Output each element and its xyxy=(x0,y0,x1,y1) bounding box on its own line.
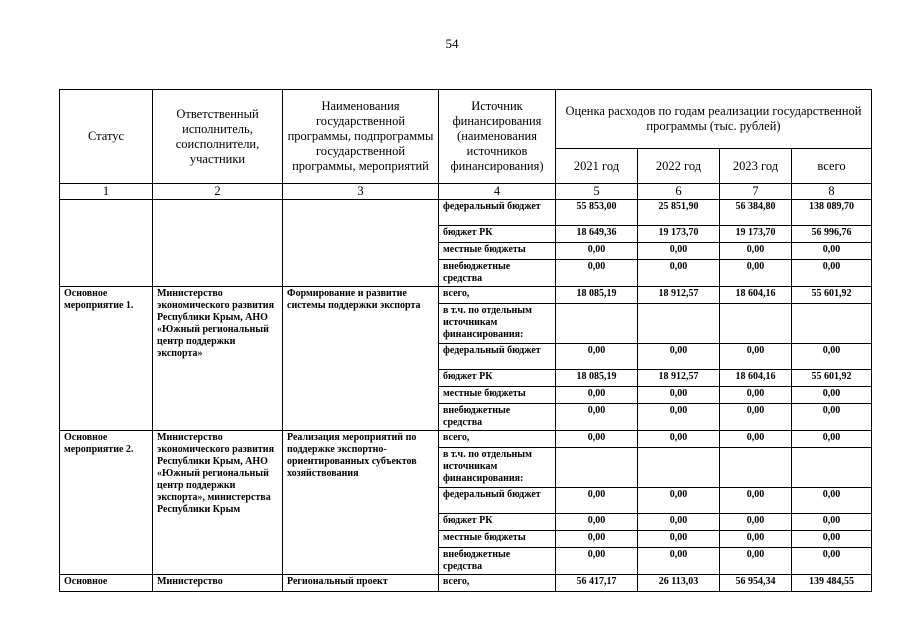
column-number: 5 xyxy=(556,184,638,200)
value-cell: 0,00 xyxy=(638,488,720,514)
value-cell: 0,00 xyxy=(556,514,638,531)
source-cell: в т.ч. по отдельным источникам финансирования: xyxy=(439,448,556,488)
value-cell: 0,00 xyxy=(638,548,720,575)
value-cell: 18 912,57 xyxy=(638,287,720,304)
column-number: 8 xyxy=(792,184,872,200)
source-cell: бюджет РК xyxy=(439,514,556,531)
program-cell: Региональный проект xyxy=(283,575,439,592)
column-number: 2 xyxy=(153,184,283,200)
value-cell: 55 601,92 xyxy=(792,287,872,304)
value-cell: 0,00 xyxy=(638,243,720,260)
program-cell: Формирование и развитие системы поддержки экспорта xyxy=(283,287,439,431)
value-cell: 18 085,19 xyxy=(556,287,638,304)
executor-cell: Министерство xyxy=(153,575,283,592)
program-cell xyxy=(283,200,439,287)
value-cell: 26 113,03 xyxy=(638,575,720,592)
value-cell: 0,00 xyxy=(720,548,792,575)
value-cell: 56 384,80 xyxy=(720,200,792,226)
program-cell: Реализация мероприятий по поддержке экспортно-ориентированных субъектов хозяйствования xyxy=(283,431,439,575)
value-cell: 0,00 xyxy=(720,344,792,370)
header-source: Источник финансирования (наименования источников финансирования) xyxy=(439,90,556,184)
value-cell: 138 089,70 xyxy=(792,200,872,226)
executor-cell: Министерство экономического развития Республики Крым, АНО «Южный региональный центр поддержки экспорта» xyxy=(153,287,283,431)
value-cell: 0,00 xyxy=(792,344,872,370)
value-cell xyxy=(720,304,792,344)
source-cell: местные бюджеты xyxy=(439,243,556,260)
value-cell: 18 604,16 xyxy=(720,370,792,387)
value-cell: 139 484,55 xyxy=(792,575,872,592)
value-cell: 0,00 xyxy=(792,488,872,514)
header-program-name: Наименования государственной программы, подпрограммы государственной программы, мероприятий xyxy=(283,90,439,184)
value-cell xyxy=(638,448,720,488)
value-cell: 0,00 xyxy=(556,404,638,431)
value-cell: 0,00 xyxy=(638,387,720,404)
value-cell: 0,00 xyxy=(720,431,792,448)
value-cell: 55 853,00 xyxy=(556,200,638,226)
executor-cell xyxy=(153,200,283,287)
source-cell: местные бюджеты xyxy=(439,531,556,548)
value-cell xyxy=(638,304,720,344)
value-cell: 0,00 xyxy=(556,387,638,404)
header-total: всего xyxy=(792,149,872,184)
column-number: 7 xyxy=(720,184,792,200)
value-cell: 56 954,34 xyxy=(720,575,792,592)
value-cell: 0,00 xyxy=(792,514,872,531)
source-cell: внебюджетные средства xyxy=(439,260,556,287)
value-cell xyxy=(556,448,638,488)
value-cell: 0,00 xyxy=(792,531,872,548)
value-cell: 0,00 xyxy=(556,548,638,575)
value-cell xyxy=(720,448,792,488)
source-cell: внебюджетные средства xyxy=(439,404,556,431)
value-cell xyxy=(556,304,638,344)
value-cell: 0,00 xyxy=(720,404,792,431)
value-cell: 18 085,19 xyxy=(556,370,638,387)
value-cell: 0,00 xyxy=(792,260,872,287)
value-cell: 0,00 xyxy=(638,531,720,548)
value-cell: 0,00 xyxy=(638,344,720,370)
value-cell: 0,00 xyxy=(556,531,638,548)
value-cell: 18 604,16 xyxy=(720,287,792,304)
value-cell: 19 173,70 xyxy=(720,226,792,243)
value-cell: 56 417,17 xyxy=(556,575,638,592)
column-number: 3 xyxy=(283,184,439,200)
value-cell: 0,00 xyxy=(720,243,792,260)
value-cell: 0,00 xyxy=(556,431,638,448)
value-cell: 0,00 xyxy=(792,548,872,575)
value-cell: 0,00 xyxy=(556,344,638,370)
header-year-2022: 2022 год xyxy=(638,149,720,184)
value-cell: 0,00 xyxy=(638,260,720,287)
value-cell: 56 996,76 xyxy=(792,226,872,243)
header-year-2021: 2021 год xyxy=(556,149,638,184)
value-cell: 19 173,70 xyxy=(638,226,720,243)
status-cell: Основное мероприятие 1. xyxy=(60,287,153,431)
table-row xyxy=(60,575,872,592)
budget-table xyxy=(59,89,872,592)
value-cell: 0,00 xyxy=(720,531,792,548)
source-cell: всего, xyxy=(439,287,556,304)
value-cell: 0,00 xyxy=(556,488,638,514)
source-cell: федеральный бюджет xyxy=(439,488,556,514)
value-cell: 18 649,36 xyxy=(556,226,638,243)
value-cell: 0,00 xyxy=(556,243,638,260)
source-cell: местные бюджеты xyxy=(439,387,556,404)
value-cell: 0,00 xyxy=(638,514,720,531)
header-status: Статус xyxy=(60,90,153,184)
value-cell: 0,00 xyxy=(792,431,872,448)
value-cell: 55 601,92 xyxy=(792,370,872,387)
source-cell: в т.ч. по отдельным источникам финансирования: xyxy=(439,304,556,344)
value-cell xyxy=(792,448,872,488)
header-executor: Ответственный исполнитель, соисполнители, участники xyxy=(153,90,283,184)
executor-cell: Министерство экономического развития Республики Крым, АНО «Южный региональный центр поддержки экспорта», министерства Республики Крым xyxy=(153,431,283,575)
value-cell: 0,00 xyxy=(638,404,720,431)
source-cell: федеральный бюджет xyxy=(439,344,556,370)
source-cell: всего, xyxy=(439,575,556,592)
value-cell: 0,00 xyxy=(720,387,792,404)
source-cell: внебюджетные средства xyxy=(439,548,556,575)
value-cell xyxy=(792,304,872,344)
value-cell: 0,00 xyxy=(720,488,792,514)
source-cell: федеральный бюджет xyxy=(439,200,556,226)
value-cell: 0,00 xyxy=(556,260,638,287)
value-cell: 0,00 xyxy=(720,514,792,531)
table-row xyxy=(60,287,872,304)
page-number: 54 xyxy=(445,36,459,51)
status-cell: Основное xyxy=(60,575,153,592)
source-cell: всего, xyxy=(439,431,556,448)
value-cell: 18 912,57 xyxy=(638,370,720,387)
status-cell xyxy=(60,200,153,287)
status-cell: Основное мероприятие 2. xyxy=(60,431,153,575)
column-number: 1 xyxy=(60,184,153,200)
value-cell: 25 851,90 xyxy=(638,200,720,226)
table-row xyxy=(60,200,872,226)
column-number: 4 xyxy=(439,184,556,200)
table-row xyxy=(60,431,872,448)
column-number: 6 xyxy=(638,184,720,200)
value-cell: 0,00 xyxy=(792,243,872,260)
header-estimate: Оценка расходов по годам реализации государственной программы (тыс. рублей) xyxy=(556,90,872,149)
value-cell: 0,00 xyxy=(720,260,792,287)
source-cell: бюджет РК xyxy=(439,370,556,387)
source-cell: бюджет РК xyxy=(439,226,556,243)
value-cell: 0,00 xyxy=(792,387,872,404)
value-cell: 0,00 xyxy=(792,404,872,431)
value-cell: 0,00 xyxy=(638,431,720,448)
header-year-2023: 2023 год xyxy=(720,149,792,184)
